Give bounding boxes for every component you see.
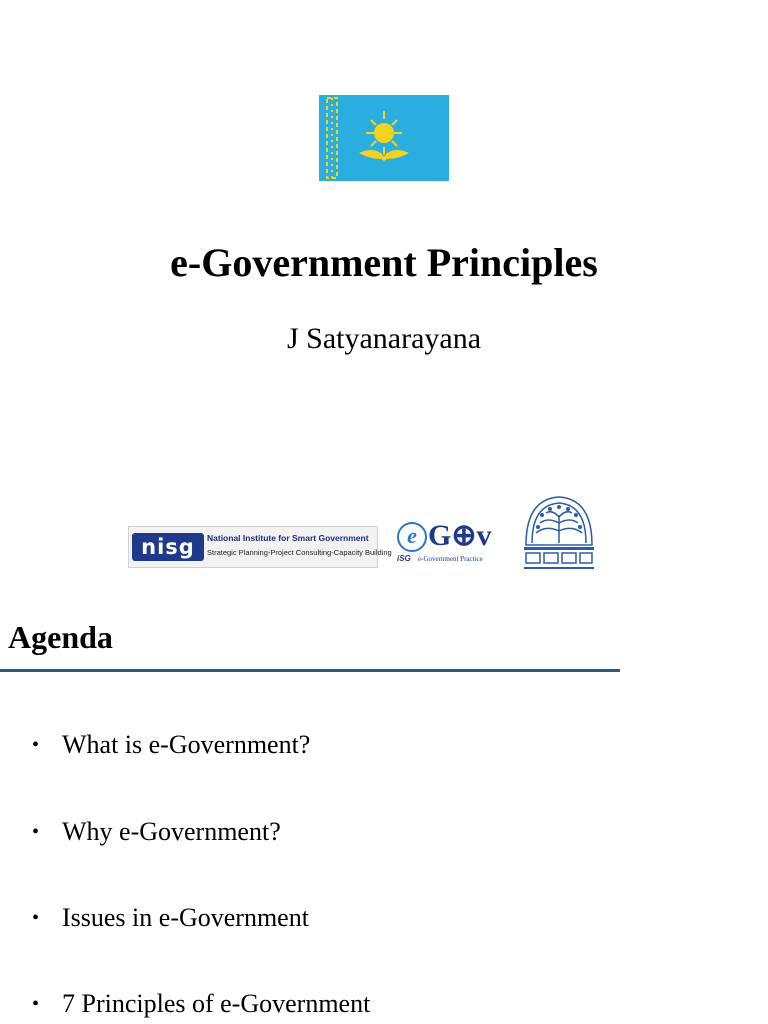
agenda-title: Agenda [8, 619, 113, 655]
list-item [32, 815, 281, 849]
agenda-item-text: Why e-Government? [62, 817, 281, 846]
list-item [32, 987, 370, 1021]
agenda-item-text: 7 Principles of e-Government [62, 989, 371, 1018]
nisg-name: National Institute for Smart Government [207, 533, 369, 543]
egov-isg: iSG [397, 554, 411, 563]
bullet: • [32, 993, 40, 1015]
list-item [32, 728, 310, 762]
egov-logo [392, 516, 504, 574]
slide-title: e-Government Principles [170, 240, 598, 285]
nisg-mark: nisg [132, 533, 204, 561]
title-underline [0, 669, 620, 672]
iim-emblem-icon [520, 493, 598, 573]
author-name: J Satyanarayana [286, 322, 482, 355]
bullet: • [32, 734, 40, 756]
bullet: • [32, 907, 40, 929]
list-item [32, 901, 309, 935]
nisg-tagline: Strategic Planning-Project Consulting-Capacity Building [207, 548, 392, 557]
agenda-item-text: Issues in e-Government [62, 903, 309, 932]
nisg-logo [128, 526, 392, 568]
egov-practice: e-Government Practice [418, 555, 483, 563]
agenda-slide [0, 600, 768, 1024]
agenda-item-text: What is e-Government? [62, 730, 311, 759]
egov-wordmark: G⊕v [428, 519, 492, 552]
kazakhstan-flag-icon [319, 95, 449, 181]
egov-e-icon: e [397, 522, 427, 552]
bullet: • [32, 821, 40, 843]
